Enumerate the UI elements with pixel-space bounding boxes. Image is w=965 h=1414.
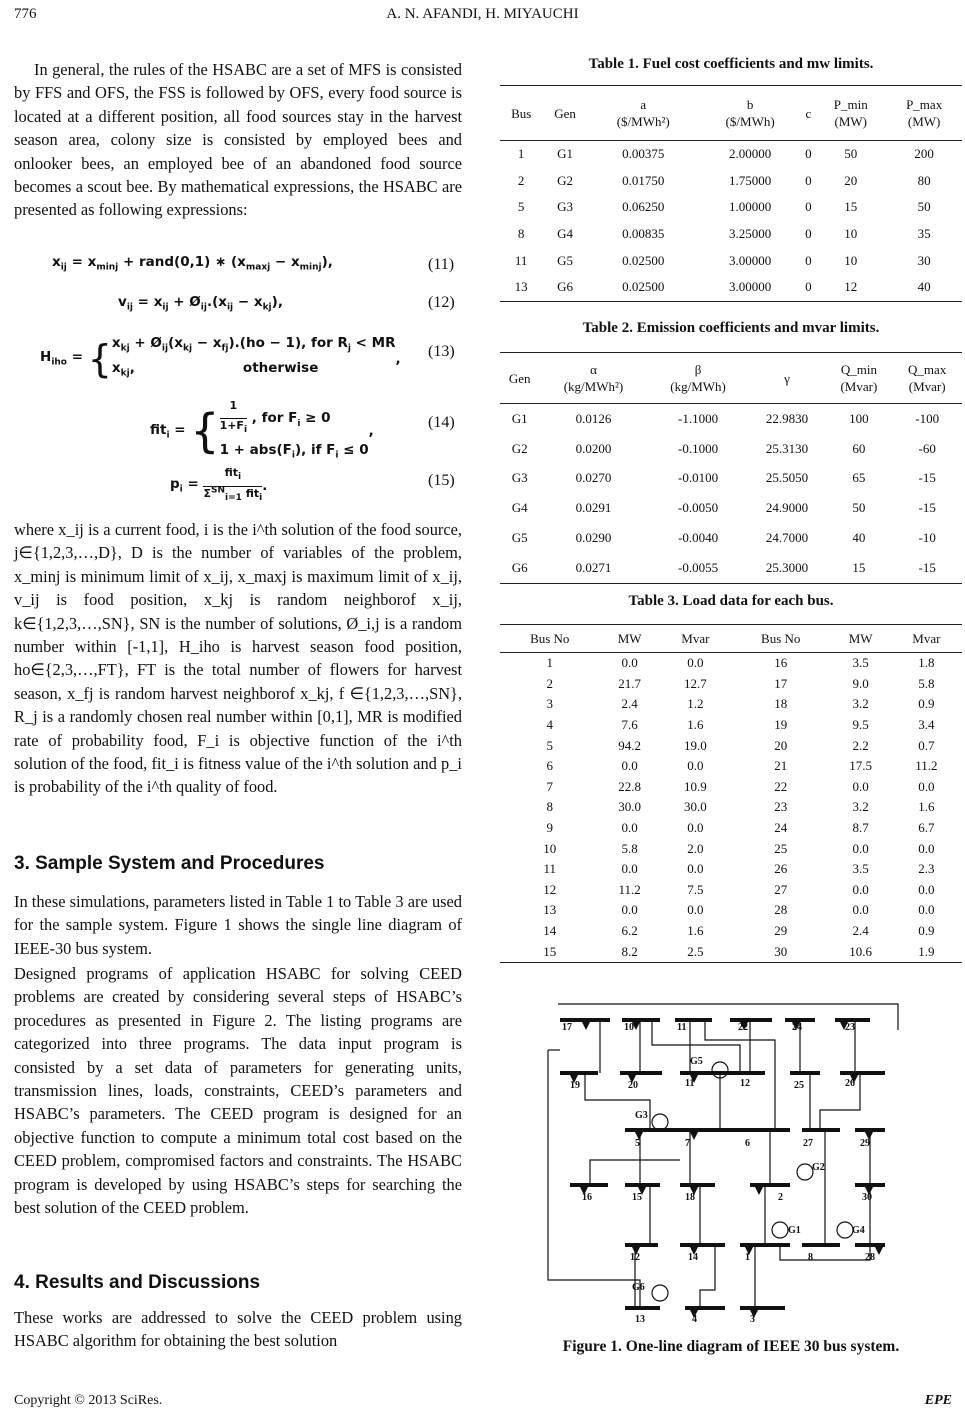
running-header: A. N. AFANDI, H. MIYAUCHI xyxy=(386,6,579,22)
generator-symbol xyxy=(797,1164,813,1180)
table-cell: 22.8 xyxy=(618,778,642,794)
definitions-paragraph: where x_ij is a current food, i is the i^th solution of the food source, j∈{1,2,3,…,D}, D is the number of variables of the problem, x_minj is minimum limit of x_ij, x_maxj is maximum limit of x_ij, v_ij is food position, x_kj is random neighborof x_ij, k∈{1,2,3,…,SN}, SN is the number of solutions, Ø_i,j is a random number within [-1,1], H_iho is harvest season food position, ho∈{2,3,…,FT}, FT is the total number of flowers for harvest season, x_fj is random harvest neighborof x_kj, f ∈{1,2,3,…,SN}, R_j is a randomly chosen real number within [0,1], MR is modified rate of probability food, F_i is objective function of the i^th solution of the food, fit_i is fitness value of the i^th solution and p_i is probability of the i^th quality of food. xyxy=(14,520,462,797)
table-cell: 1 xyxy=(546,655,553,671)
table-cell: 30 xyxy=(774,943,788,959)
table-cell: 0.0 xyxy=(621,902,638,918)
equation-12: $v_{ij} = x_{ij}$ + $Ø_{ij}.(x_{ij} - x_{kj})$, xyxy=(118,294,283,313)
table-header: Gen xyxy=(508,370,531,386)
table-row xyxy=(500,674,962,695)
table-cell: 0.0 xyxy=(621,861,638,877)
table-cell: 0.0 xyxy=(687,861,704,877)
equation-12-number: (12) xyxy=(428,294,455,311)
table-row: 1 G1 0.00375 2.00000 0 50 200 xyxy=(517,146,934,162)
table-cell: 0.0 xyxy=(852,881,869,897)
generator-label: G4 xyxy=(852,1225,865,1236)
bus-label: 17 xyxy=(562,1022,572,1033)
table-row: G4 0.0291 -0.0050 24.9000 50 -15 xyxy=(511,500,936,516)
table-row xyxy=(500,921,962,942)
figure-1-caption: Figure 1. One-line diagram of IEEE 30 bus system. xyxy=(562,1338,900,1355)
bus-label: 12 xyxy=(740,1078,750,1089)
table-cell: 7.5 xyxy=(687,881,704,897)
table-1 xyxy=(500,85,962,302)
bus-label: 25 xyxy=(794,1080,804,1091)
table-header: Bus No xyxy=(530,630,570,646)
generator-label: G5 xyxy=(690,1056,703,1067)
table-cell: 9 xyxy=(546,820,553,836)
table-cell: 8.7 xyxy=(852,820,869,836)
table-row: G5 0.0290 -0.0040 24.7000 40 -10 xyxy=(511,530,936,546)
table-cell: 13 xyxy=(543,902,557,918)
table-cell: 28 xyxy=(774,902,788,918)
equation-13: $H_{iho}$ = { $x_{kj}$ + $Ø_{ij}(x_{kj} - x_{fj}).(ho - 1)$, for $R_j$ < MR $x_{kj}$, otherwise , xyxy=(40,335,401,381)
table-2 xyxy=(500,352,962,584)
table-cell: 25 xyxy=(774,840,788,856)
table-cell: 20 xyxy=(774,737,788,753)
bus-label: 10 xyxy=(624,1022,634,1033)
bus-label: 13 xyxy=(635,1314,645,1325)
generator-label: G2 xyxy=(812,1162,825,1173)
equation-15-punct: . xyxy=(262,477,268,494)
table-cell: 22 xyxy=(774,778,788,794)
equation-15-number: (15) xyxy=(428,472,455,489)
line xyxy=(590,1160,680,1185)
bus-label: 19 xyxy=(570,1080,580,1091)
table-cell: 19.0 xyxy=(684,737,707,753)
table-cell: 2.0 xyxy=(687,840,704,856)
equation-12-punct: , xyxy=(277,294,283,310)
table-row xyxy=(500,694,962,715)
table-cell: 18 xyxy=(774,696,788,712)
table-header: MW xyxy=(617,630,642,646)
bus-label: 27 xyxy=(803,1138,813,1149)
table-cell: 7.6 xyxy=(621,717,638,733)
table-header: Bus xyxy=(511,105,532,121)
table-header: Q_max (Mvar) xyxy=(908,362,947,394)
bus-label: 1 xyxy=(745,1252,750,1263)
bus-label: 3 xyxy=(750,1314,755,1325)
table-row: G6 0.0271 -0.0055 25.3000 15 -15 xyxy=(500,553,962,583)
table-cell: 0.0 xyxy=(918,902,935,918)
bus-label: 6 xyxy=(745,1138,750,1149)
table-cell: 21 xyxy=(774,758,788,774)
table-cell: 8 xyxy=(546,799,553,815)
table-cell: 8.2 xyxy=(621,943,638,959)
table-header: Gen xyxy=(554,105,576,121)
table-cell: 12.7 xyxy=(684,675,707,691)
table-row: 8 G4 0.00835 3.25000 0 10 35 xyxy=(517,226,931,242)
equation-13-punct: , xyxy=(395,350,401,367)
equation-14-punct: , xyxy=(368,422,374,439)
page-number: 776 xyxy=(14,6,37,22)
table-cell: 0.0 xyxy=(852,840,869,856)
table-cell: 19 xyxy=(774,717,788,733)
table-row xyxy=(500,900,962,921)
table-cell: 94.2 xyxy=(618,737,642,753)
table-cell: 11.2 xyxy=(618,881,641,897)
generator-symbol xyxy=(772,1222,788,1238)
table-row: 13 G6 0.02500 3.00000 0 12 40 xyxy=(500,274,962,301)
bus-label: 4 xyxy=(692,1314,697,1325)
table-header: β (kg/MWh) xyxy=(670,362,726,394)
table-3 xyxy=(500,624,962,963)
table-1-caption: Table 1. Fuel cost coefficients and mw limits. xyxy=(588,56,874,72)
section-3-paragraph-1: In these simulations, parameters listed in Table 1 to Table 3 are used for the sample system. Figure 1 shows the single line diagram of IEEE-30 bus system. xyxy=(14,892,462,958)
bus-label: 2 xyxy=(778,1192,783,1203)
table-cell: 0.0 xyxy=(687,655,704,671)
table-cell: 9.5 xyxy=(852,717,869,733)
table-header: b ($/MWh) xyxy=(725,97,775,129)
table-cell: 3.2 xyxy=(852,799,869,815)
table-header: P_max (MW) xyxy=(906,97,943,129)
bus-label: 11 xyxy=(685,1078,695,1089)
table-cell: 11.2 xyxy=(915,758,938,774)
table-header: α (kg/MWh²) xyxy=(563,362,624,394)
line xyxy=(585,1073,650,1130)
table-cell: 3.5 xyxy=(852,861,869,877)
table-header: a ($/MWh²) xyxy=(616,97,670,129)
table-header: Q_min (Mvar) xyxy=(840,362,878,394)
generator-symbol xyxy=(837,1222,853,1238)
table-row: 5 G3 0.06250 1.00000 0 15 50 xyxy=(517,199,931,215)
bus-label: 15 xyxy=(632,1192,642,1203)
bus-label: 16 xyxy=(582,1192,592,1203)
bus-label: 30 xyxy=(862,1192,872,1203)
line xyxy=(780,1245,870,1260)
section-4-paragraph-1: These works are addressed to solve the CEED problem using HSABC algorithm for obtaining the best solution xyxy=(14,1308,462,1351)
table-cell: 2.3 xyxy=(918,861,935,877)
bus-label: 7 xyxy=(685,1138,690,1149)
table-row xyxy=(500,941,962,962)
table-cell: 7 xyxy=(546,778,553,794)
table-cell: 0.0 xyxy=(852,778,869,794)
table-cell: 10.6 xyxy=(849,943,872,959)
bus-label: 22 xyxy=(738,1022,748,1033)
table-row xyxy=(500,715,962,736)
section-3-title: 3. Sample System and Procedures xyxy=(14,853,325,874)
load-arrow xyxy=(690,1132,698,1140)
equation-13-number: (13) xyxy=(428,343,455,360)
table-cell: 26 xyxy=(774,861,788,877)
table-cell: 0.0 xyxy=(621,655,638,671)
table-row xyxy=(500,838,962,859)
table-row xyxy=(500,735,962,756)
table-cell: 10 xyxy=(543,840,557,856)
table-cell: 24 xyxy=(774,820,788,836)
bus-label: 24 xyxy=(792,1022,802,1033)
table-cell: 11 xyxy=(543,861,557,877)
table-cell: 0.7 xyxy=(918,737,935,753)
table-cell: 17 xyxy=(774,675,788,691)
table-cell: 27 xyxy=(774,881,788,897)
table-cell: 0.0 xyxy=(852,902,869,918)
table-cell: 2.5 xyxy=(687,943,704,959)
table-cell: 3 xyxy=(546,696,553,712)
table-cell: 2.4 xyxy=(852,923,869,939)
bus-label: 12 xyxy=(630,1252,640,1263)
bus-label: 14 xyxy=(688,1252,698,1263)
table-cell: 23 xyxy=(774,799,788,815)
table-row: G2 0.0200 -0.1000 25.3130 60 -60 xyxy=(511,440,936,456)
line xyxy=(700,1245,715,1308)
table-cell: 2.2 xyxy=(852,737,869,753)
table-header: Mvar xyxy=(912,630,941,646)
table-row xyxy=(500,880,962,901)
table-cell: 1.2 xyxy=(687,696,704,712)
table-row xyxy=(500,818,962,839)
table-cell: 10.9 xyxy=(684,778,707,794)
table-row xyxy=(500,859,962,880)
table-cell: 3.5 xyxy=(852,655,869,671)
table-cell: 2.4 xyxy=(621,696,638,712)
table-header: c xyxy=(805,105,812,121)
bus-label: 26 xyxy=(845,1078,855,1089)
table-cell: 0.0 xyxy=(687,758,704,774)
equation-11-punct: , xyxy=(327,254,333,270)
table-cell: 15 xyxy=(543,943,557,959)
table-row xyxy=(500,777,962,798)
table-cell: 29 xyxy=(774,923,788,939)
load-arrow xyxy=(755,1187,763,1195)
table-header: Mvar xyxy=(681,630,710,646)
table-cell: 4 xyxy=(546,717,553,733)
table-cell: 1.6 xyxy=(918,799,935,815)
load-arrow xyxy=(582,1022,590,1030)
table-2-caption: Table 2. Emission coefficients and mvar limits. xyxy=(582,320,880,336)
table-cell: 0.0 xyxy=(621,820,638,836)
generator-label: G1 xyxy=(788,1225,801,1236)
table-cell: 5.8 xyxy=(621,840,638,856)
generator-symbol xyxy=(652,1114,668,1130)
bus-label: 5 xyxy=(635,1138,640,1149)
table-header: γ xyxy=(784,370,790,386)
table-cell: 0.9 xyxy=(918,923,935,939)
table-cell: 2 xyxy=(546,675,553,691)
equation-14: fit$_i$ = { 1 $1+F_i$ , for $F_i \ge 0$ $1 + abs(F_i)$, if $F_i \le 0$ , xyxy=(150,399,374,461)
table-cell: 0.0 xyxy=(621,758,638,774)
section-4-title: 4. Results and Discussions xyxy=(14,1272,261,1293)
table-cell: 3.2 xyxy=(852,696,869,712)
table-cell: 17.5 xyxy=(849,758,872,774)
table-row: G3 0.0270 -0.0100 25.5050 65 -15 xyxy=(511,470,936,486)
table-cell: 0.9 xyxy=(918,696,935,712)
copyright: Copyright © 2013 SciRes. xyxy=(14,1393,163,1408)
table-cell: 30.0 xyxy=(684,799,707,815)
table-row xyxy=(500,653,962,674)
table-cell: 21.7 xyxy=(618,675,642,691)
section-3-paragraph-2: Designed programs of application HSABC for solving CEED problems are created by considering several steps of HSABC’s procedures as presented in Figure 2. The listing programs are categorized into three programs. The data input program is consisted by a set data of parameters for generating units, transmission lines, loads, constraints, CEED’s parameters and HSABC’s parameters. The CEED program is designed for an objective function to compute a minimum total cost based on the CEED problem, compromised factors and constraints. The HSABC program is developed by using HSABC’s steps for searching the best solution of the CEED problem. xyxy=(14,964,462,1218)
generator-label: G6 xyxy=(632,1282,645,1293)
table-header-row xyxy=(500,625,962,653)
table-cell: 1.6 xyxy=(687,717,704,733)
table-header: P_min (MW) xyxy=(833,97,868,129)
bus-label: 20 xyxy=(628,1080,638,1091)
table-3-caption: Table 3. Load data for each bus. xyxy=(628,593,834,609)
table-cell: 9.0 xyxy=(852,675,869,691)
table-cell: 1.8 xyxy=(918,655,935,671)
bus-label: 18 xyxy=(685,1192,695,1203)
bus-label: 28 xyxy=(865,1252,875,1263)
bus-label: 29 xyxy=(860,1138,870,1149)
table-header: MW xyxy=(848,630,873,646)
table-header: Bus No xyxy=(761,630,801,646)
bus-label: 11 xyxy=(677,1022,687,1033)
table-row: 2 G2 0.01750 1.75000 0 20 80 xyxy=(517,172,931,188)
table-header-row xyxy=(500,86,962,141)
table-cell: 12 xyxy=(543,881,557,897)
table-cell: 3.4 xyxy=(918,717,935,733)
table-cell: 0.0 xyxy=(918,778,935,794)
table-cell: 16 xyxy=(774,655,788,671)
bus-label: 8 xyxy=(808,1252,813,1263)
table-cell: 0.0 xyxy=(918,840,935,856)
table-cell: 30.0 xyxy=(618,799,642,815)
table-cell: 6 xyxy=(546,758,553,774)
table-header-row xyxy=(500,353,962,404)
intro-paragraph: In general, the rules of the HSABC are a set of MFS is consisted by FFS and OFS, the FSS is followed by OFS, every food source is located at a different position, all food sources stay in the harvest season area, colony size is consisted by employed bees and onlooker bees, an employed bee of an abandoned food source becomes a scout bee. By mathematical expressions, the HSABC are presented as following expressions: xyxy=(14,60,462,220)
table-cell: 5 xyxy=(546,737,553,753)
table-row xyxy=(500,797,962,818)
generator-label: G3 xyxy=(635,1110,648,1121)
table-cell: 0.0 xyxy=(687,902,704,918)
generator-symbol xyxy=(652,1285,668,1301)
table-cell: 6.2 xyxy=(621,923,638,939)
table-cell: 5.8 xyxy=(918,675,935,691)
table-cell: 6.7 xyxy=(918,820,935,836)
equation-11-number: (11) xyxy=(428,256,455,273)
table-row: 11 G5 0.02500 3.00000 0 10 30 xyxy=(514,252,931,268)
equation-11: $x_{ij} = x_{minj}$ + rand(0,1) ∗ $(x_{maxj} - x_{minj})$, xyxy=(52,254,333,273)
table-cell: 14 xyxy=(543,923,557,939)
figure-1-diagram xyxy=(540,990,940,1325)
table-row: G1 0.0126 -1.1000 22.9830 100 -100 xyxy=(511,410,940,426)
equation-15: $p_i$ = fit$_i$ $\Sigma^{SN}_{i=1}$ fit$_i$ . xyxy=(170,466,268,504)
table-row xyxy=(500,756,962,777)
equation-14-number: (14) xyxy=(428,414,455,431)
table-cell: 0.0 xyxy=(918,881,935,897)
journal-name: EPE xyxy=(924,1393,952,1408)
table-cell: 0.0 xyxy=(687,820,704,836)
table-cell: 1.6 xyxy=(687,923,704,939)
table-cell: 1.9 xyxy=(918,943,935,959)
load-arrow xyxy=(875,1247,883,1255)
bus-label: 23 xyxy=(845,1022,855,1033)
